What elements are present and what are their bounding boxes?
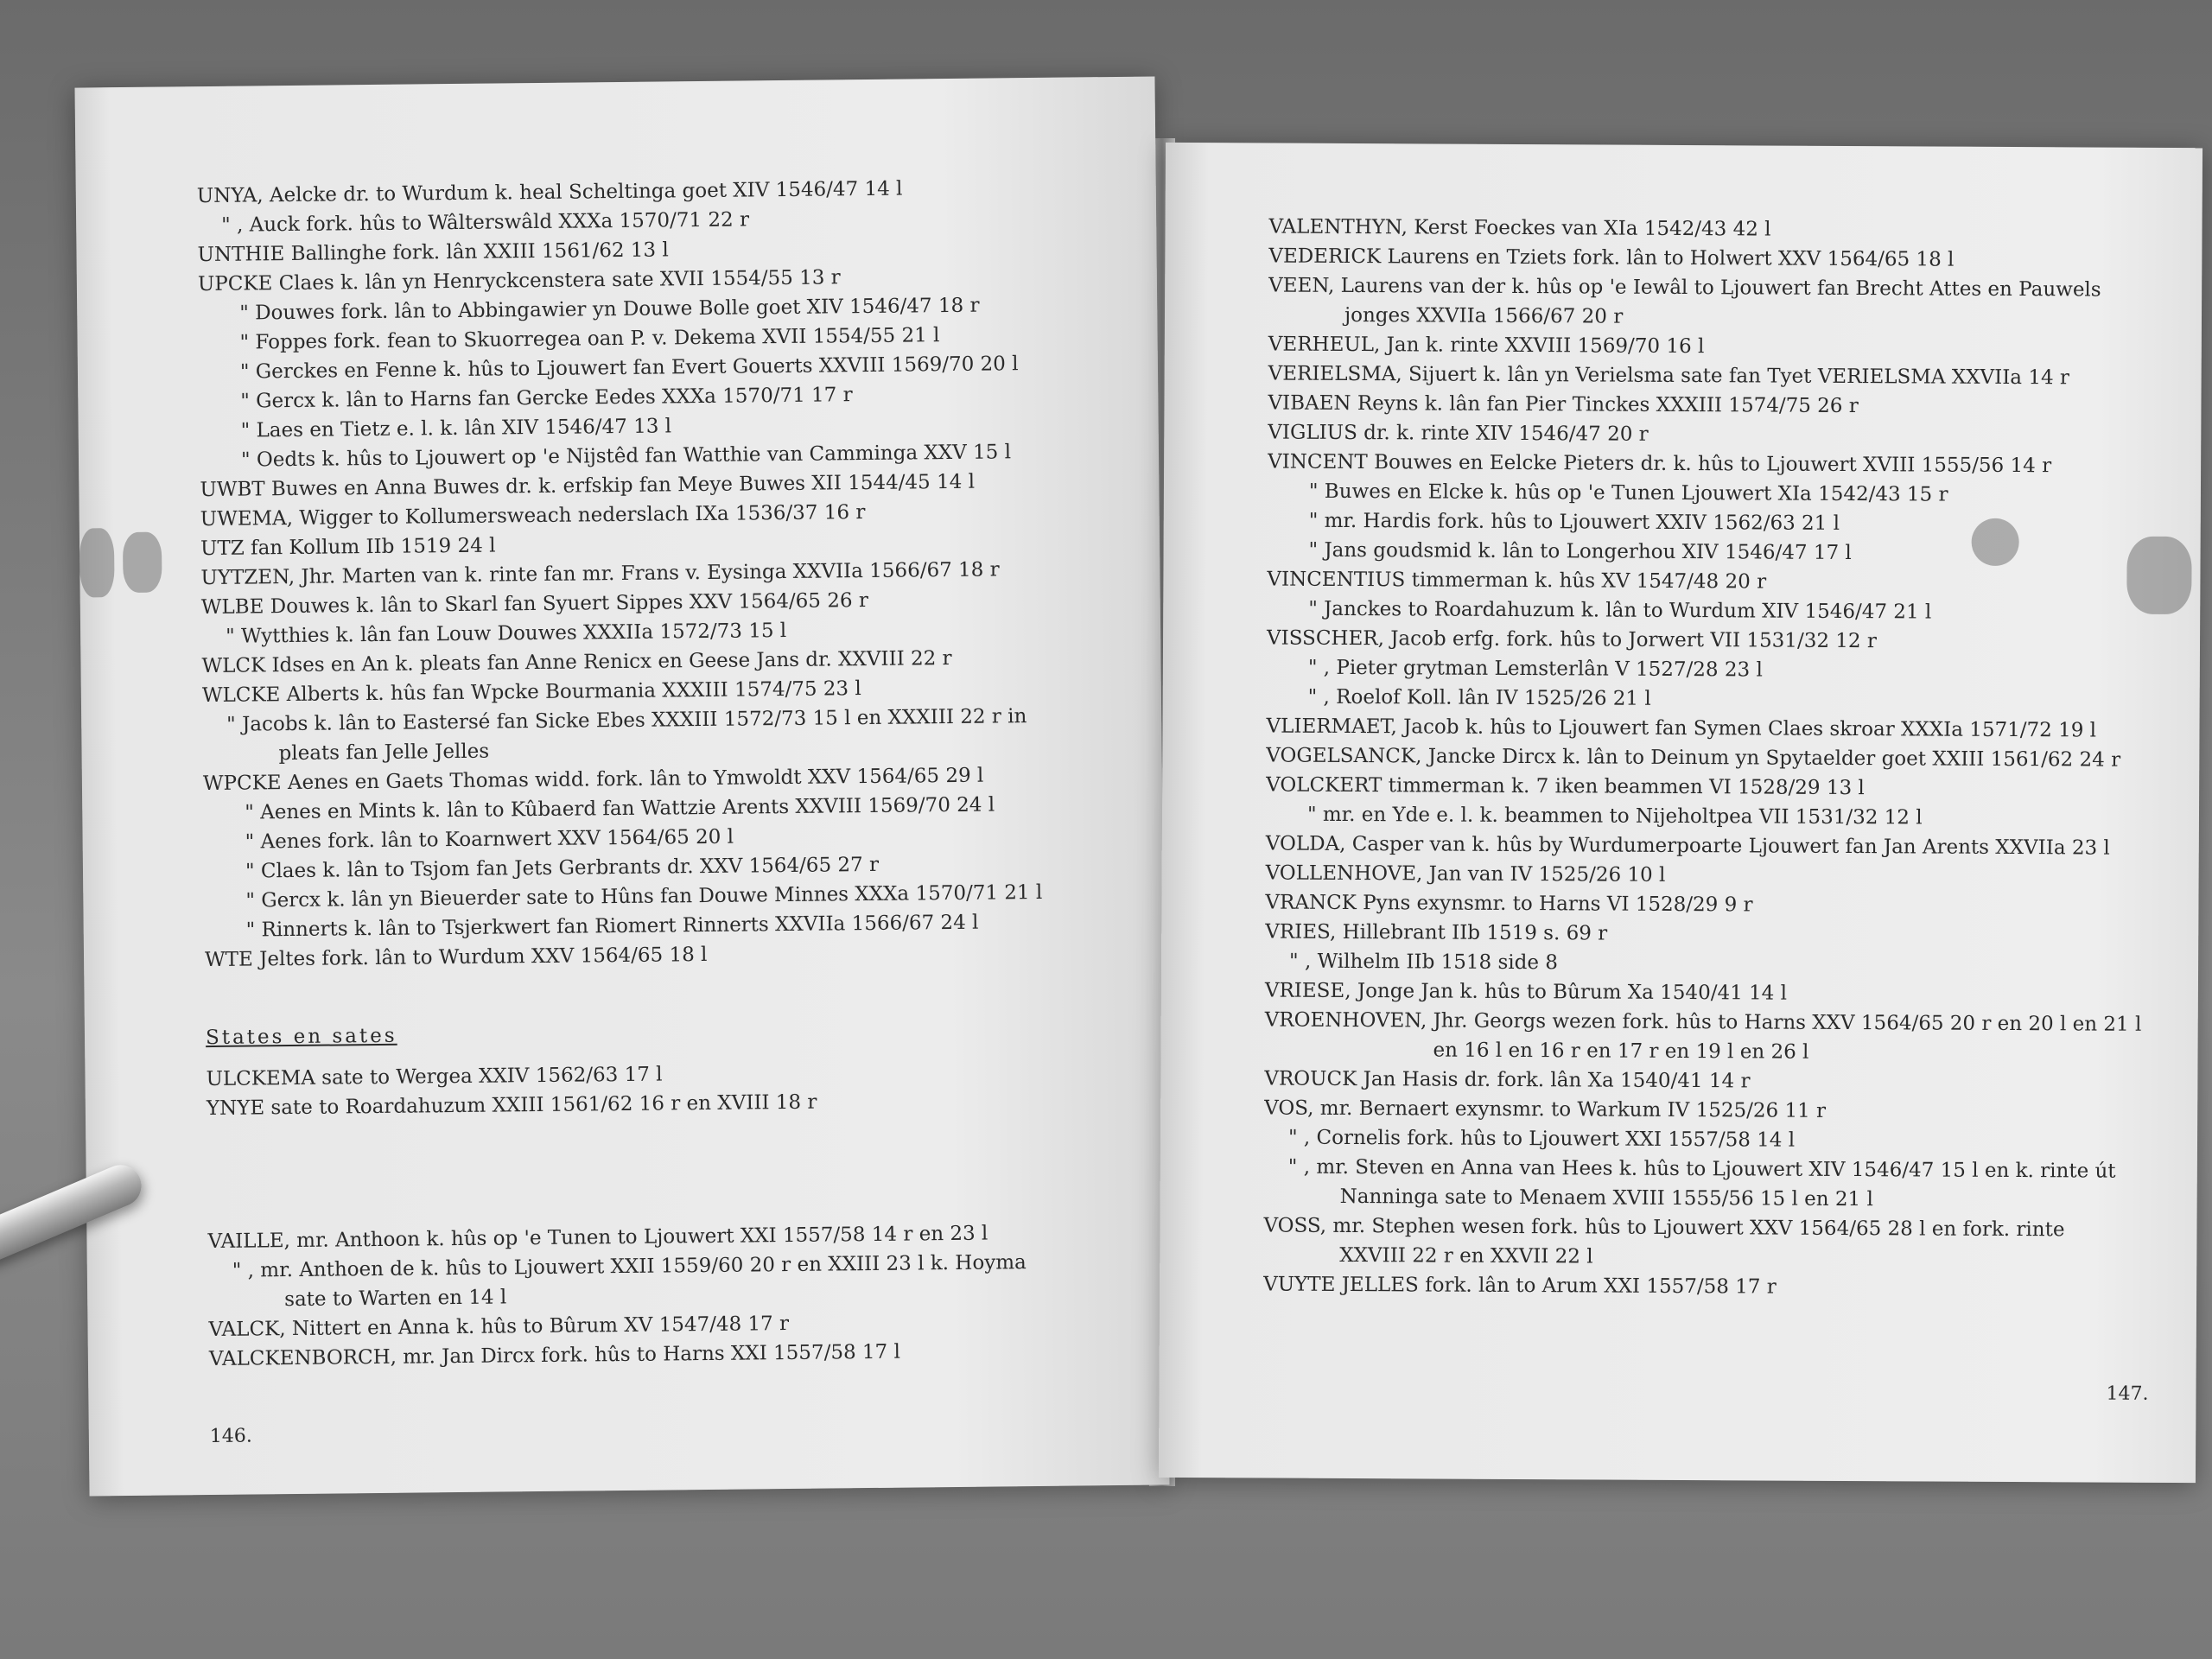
index-entry: " , mr. Steven en Anna van Hees k. hûs to Ljouwert XIV 1546/47 15 l en k. rinte út [1287,1155,2116,1183]
index-entry: VOLLENHOVE, Jan van IV 1525/26 10 l [1265,861,1666,887]
index-entry: VINCENTIUS timmerman k. hûs XV 1547/48 20 r [1267,568,1767,594]
index-entry: UPCKE Claes k. lân yn Henryckcenstera sate XVII 1554/55 13 r [197,266,841,296]
section-heading: States en sates [205,1024,397,1050]
index-entry: VOS, mr. Bernaert exynsmr. to Warkum IV 1525/26 11 r [1264,1096,1827,1122]
index-entry: WLCK Idses en An k. pleats fan Anne Renicx en Geese Jans dr. XXVIII 22 r [201,646,952,678]
index-entry: VEDERICK Laurens en Tziets fork. lân to Holwert XXV 1564/65 18 l [1268,245,1955,271]
index-entry: VOLDA, Casper van k. hûs by Wurdumerpoarte Ljouwert fan Jan Arents XXVIIa 23 l [1265,832,2110,860]
index-entry: VERHEUL, Jan k. rinte XXVIII 1569/70 16 l [1268,333,1705,359]
index-entry: " Jacobs k. lân to Eastersé fan Sicke Ebes XXXIII 1572/73 15 l en XXXIII 22 r in [226,705,1027,736]
index-entry: VOSS, mr. Stephen wesen fork. hûs to Ljouwert XXV 1564/65 28 l en fork. rinte [1263,1214,2065,1242]
stain [1972,518,2019,566]
index-entry: pleats fan Jelle Jelles [278,740,490,766]
index-entry: " Claes k. lân to Tsjom fan Jets Gerbrants dr. XXV 1564/65 27 r [245,853,880,883]
left-entries-b [206,1055,1157,1124]
index-entry: Nanninga sate to Menaem XVIII 1555/56 15 l en 21 l [1339,1185,1873,1211]
index-entry: WLBE Douwes k. lân to Skarl fan Syuert Sippes XXV 1564/65 26 r [200,589,869,620]
index-entry: " , Cornelis fork. hûs to Ljouwert XXI 1557/58 14 l [1287,1126,1796,1152]
index-entry: " Laes en Tietz e. l. k. lân XIV 1546/47 13 l [240,415,672,442]
index-entry: VRIESE, Jonge Jan k. hûs to Bûrum Xa 1540/41 14 l [1264,979,1788,1005]
index-entry: VLIERMAET, Jacob k. hûs to Ljouwert fan Symen Claes skroar XXXIa 1571/72 19 l [1266,715,2097,742]
index-entry: VAILLE, mr. Anthoon k. hûs op 'e Tunen to Ljouwert XXI 1557/58 14 r en 23 l [207,1222,988,1254]
index-entry: UTZ fan Kollum IIb 1519 24 l [200,534,496,561]
stain [123,532,162,593]
index-entry: VIGLIUS dr. k. rinte XIV 1546/47 20 r [1268,421,1649,446]
index-entry: VROUCK Jan Hasis dr. fork. lân Xa 1540/41 14 r [1264,1067,1751,1093]
index-entry: " , mr. Anthoen de k. hûs to Ljouwert XXII 1559/60 20 r en XXIII 23 l k. Hoyma [232,1251,1027,1282]
index-entry: " Janckes to Roardahuzum k. lân to Wurdum XIV 1546/47 21 l [1308,597,1932,624]
page-number-left: 146. [209,1425,252,1448]
index-entry: VEEN, Laurens van der k. hûs op 'e Iewâl to Ljouwert fan Brecht Attes en Pauwels [1268,274,2101,302]
index-entry: " , Wilhelm IIb 1518 side 8 [1289,950,1559,975]
index-entry: " Jans goudsmid k. lân to Longerhou XIV 1546/47 17 l [1308,538,1852,565]
index-entry: VALCKENBORCH, mr. Jan Dircx fork. hûs to Harns XXI 1557/58 17 l [208,1340,901,1371]
index-entry: jonges XXVIIa 1566/67 20 r [1344,303,1624,328]
index-entry: " Rinnerts k. lân to Tsjerkwert fan Riomert Rinnerts XXVIIa 1566/67 24 l [245,911,979,942]
index-entry: " mr. Hardis fork. hûs to Ljouwert XXIV 1562/63 21 l [1308,509,1840,535]
index-entry: " Gercx k. lân to Harns fan Gercke Eedes XXXa 1570/71 17 r [240,384,853,413]
index-entry: " Buwes en Elcke k. hûs op 'e Tunen Ljouwert XIa 1542/43 15 r [1308,480,1948,506]
index-entry: VRANCK Pyns exynsmr. to Harns VI 1528/29 9 r [1265,891,1753,917]
index-entry: VALENTHYN, Kerst Foeckes van XIa 1542/43 42 l [1268,215,1771,241]
index-entry: VROENHOVEN, Jhr. Georgs wezen fork. hûs to Harns XXV 1564/65 20 r en 20 l en 21 l [1264,1008,2142,1036]
index-entry: XXVIII 22 r en XXVII 22 l [1339,1243,1593,1268]
index-entry: " , Pieter grytman Lemsterlân V 1527/28 23 l [1307,656,1763,682]
stain [2126,537,2191,614]
left-page [74,76,1169,1496]
left-entries-a [197,172,1156,975]
index-entry: VALCK, Nittert en Anna k. hûs to Bûrum XV 1547/48 17 r [208,1313,790,1342]
index-entry: sate to Warten en 14 l [284,1286,507,1312]
index-entry: " Aenes en Mints k. lân to Kûbaerd fan Wattzie Arents XXVIII 1569/70 24 l [245,793,995,824]
index-entry: VERIELSMA, Sijuert k. lân yn Verielsma sate fan Tyet VERIELSMA XXVIIa 14 r [1268,362,2070,390]
right-page [1159,143,2202,1483]
index-entry: VOGELSANCK, Jancke Dircx k. lân to Deinum yn Spytaelder goet XXIII 1561/62 24 r [1266,744,2121,772]
left-page-text [197,172,1160,1374]
index-entry: " Oedts k. hûs to Ljouwert op 'e Nijstêd fan Watthie van Camminga XXV 15 l [240,441,1012,472]
index-entry: " Gercx k. lân yn Bieuerder sate to Hûns fan Douwe Minnes XXXa 1570/71 21 l [245,880,1043,912]
index-entry: VOLCKERT timmerman k. 7 iken beammen VI 1528/29 13 l [1266,773,1865,800]
index-entry: " , Auck fork. hûs to Wâlterswâld XXXa 1570/71 22 r [221,208,750,237]
index-entry: en 16 l en 16 r en 17 r en 19 l en 26 l [1433,1039,1809,1064]
index-entry: " Foppes fork. fean to Skuorregea oan P. v. Dekema XVII 1554/55 21 l [239,324,940,354]
index-entry: VINCENT Bouwes en Eelcke Pieters dr. k. hûs to Ljouwert XVIII 1555/56 14 r [1268,450,2052,478]
index-entry: ULCKEMA sate to Wergea XXIV 1562/63 17 l [206,1063,663,1091]
index-entry: " Aenes fork. lân to Koarnwert XXV 1564/65 20 l [245,825,734,854]
index-entry: WPCKE Aenes en Gaets Thomas widd. fork. lân to Ymwoldt XXV 1564/65 29 l [202,764,984,796]
index-entry: VRIES, Hillebrant IIb 1519 s. 69 r [1265,920,1608,945]
page-number-right: 147. [2106,1382,2149,1405]
index-entry: UNYA, Aelcke dr. to Wurdum k. heal Scheltinga goet XIV 1546/47 14 l [196,177,903,208]
stain [79,528,115,597]
index-entry: " mr. en Yde e. l. k. beammen to Nijeholtpea VII 1531/32 12 l [1306,803,1923,830]
index-entry: " Douwes fork. lân to Abbingawier yn Douwe Bolle goet XIV 1546/47 18 r [239,294,980,325]
index-entry: UNTHIE Ballinghe fork. lân XXIII 1561/62 13 l [197,238,669,267]
index-entry: " , Roelof Koll. lân IV 1525/26 21 l [1307,685,1651,710]
index-entry: WLCKE Alberts k. hûs fan Wpcke Bourmania XXXIII 1574/75 23 l [201,677,861,708]
index-entry: YNYE sate to Roardahuzum XXIII 1561/62 16 r en XVIII 18 r [206,1090,817,1121]
index-entry: VIBAEN Reyns k. lân fan Pier Tinckes XXXIII 1574/75 26 r [1268,391,1859,418]
index-entry: VUYTE JELLES fork. lân to Arum XXI 1557/58 17 r [1263,1273,1777,1299]
index-entry: " Gerckes en Fenne k. hûs to Ljouwert fan Evert Gouerts XXVIII 1569/70 20 l [239,353,1019,384]
index-entry: VISSCHER, Jacob erfg. fork. hûs to Jorwert VII 1531/32 12 r [1266,626,1877,653]
right-entries [1263,212,2185,1304]
index-entry: UWBT Buwes en Anna Buwes dr. k. erfskip fan Meye Buwes XII 1544/45 14 l [200,470,976,502]
index-entry: WTE Jeltes fork. lân to Wurdum XXV 1564/65 18 l [204,943,708,972]
index-entry: UWEMA, Wigger to Kollumersweach nederslach IXa 1536/37 16 r [200,501,866,531]
index-entry: UYTZEN, Jhr. Marten van k. rinte fan mr. Frans v. Eysinga XXVIIa 1566/67 18 r [200,558,1000,590]
index-entry: " Wytthies k. lân fan Louw Douwes XXXIIa 1572/73 15 l [226,619,787,648]
left-entries-c [207,1217,1160,1375]
right-page-text [1263,212,2185,1304]
